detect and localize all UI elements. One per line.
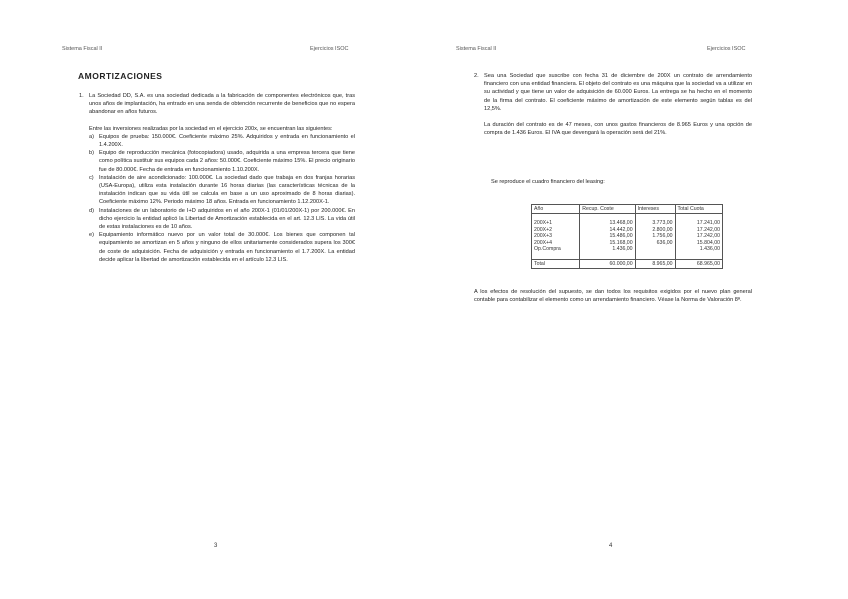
table-caption: Se reproduce el cuadro financiero del leasing: [491,179,605,185]
col-header: Año [532,205,580,214]
page-number: 4 [609,543,613,549]
paragraph: La duración del contrato es de 47 meses, con unos gastos financieros de 8.965 Euros y una opción de compra de 1.436 Euros. El IVA que devengará la operación será del 21%. [484,122,752,137]
list-item: e) Equipamiento informático nuevo por un valor total de 30.000€. Los bienes que componen tal equipamiento se amortizan en 5 años y ninguno de ellos unitariamente considerados supera los 300€ de coste de adquisición. Fecha de adquisición y entrada en funcionamiento el 1.7.200X. La entidad decide aplicar la libertad de amortización establecida en el artículo 12.3 LIS. [89,232,355,263]
investments-intro: Entre las inversiones realizadas por la sociedad en el ejercicio 200x, se encuentran las siguientes: [89,125,333,132]
header-section: Ejercicios ISOC [707,46,746,52]
list-item: c) Instalación de aire acondicionado: 100.000€. La sociedad dado que trabaja en dos franjas horarias (USA-Europa), utiliza esta instalación durante 16 horas diarias (las características técnicas de la instalación indican que su vida útil se calcula en base a un uso aproximado de 8 horas diarias). Coeficiente máximo 12%. Periodo máximo 18 años. Entrada en funcionamiento 1.12.200X-1. [89,174,355,206]
right-page [424,0,848,599]
paragraph: Sea una Sociedad que suscribe con fecha 31 de diciembre de 200X un contrato de arrendamiento financiero con una entidad financiera. El objeto del contrato es una máquina que la sociedad va a utilizar en su actividad y que tiene un valor de adquisición de 60.000 Euros. La entrega se ha hecho en el momento de la firma del contrato. El coeficiente máximo de amortización de este elemento según tablas es del 12,5%. [484,73,752,112]
table-header-row [532,205,723,214]
col-header: Intereses [635,205,675,214]
header-course: Sistema Fiscal II [62,46,103,52]
exercise-body [89,92,355,264]
investments-list [89,133,355,264]
table-row: 200X+3 15.486,00 1.756,00 17.242,00 [532,233,723,240]
closing-paragraph: A los efectos de resolución del supuesto, se dan todos los requisitos exigidos por el nuevo plan general contable para contabilizar el elemento como un arrendamiento financiero. Véase la Norma de Valoración 8ª. [474,289,752,304]
table-row: 200X+2 14.442,00 2.800,00 17.242,00 [532,227,723,234]
section-title: AMORTIZACIONES [78,71,163,81]
exercise-number: 2. [474,73,479,79]
exercise-body [484,72,752,137]
table-row: Op.Compra 1.436,00 1.436,00 [532,246,723,253]
exercise-number: 1. [79,93,84,99]
list-item: b) Equipo de reproducción mecánica (fotocopiadora) usado, adquirida a una empresa tercera que tiene como política sustituir sus equipos cada 2 años: 50.000€. Coeficiente máximo 15%. El precio originario fue de 80.000€. Fecha de entrada en funcionamiento 1.10.200X. [89,150,355,173]
table-row: 200X+4 15.168,00 636,00 15.804,00 [532,240,723,247]
col-header: Total Cuota [675,205,722,214]
list-item: a) Equipos de prueba: 150.000€. Coeficiente máximo 25%. Adquiridos y entrada en funcionamiento el 1.4.200X. [89,133,355,149]
col-header: Recup. Coste [580,205,635,214]
header-course: Sistema Fiscal II [456,46,497,52]
header-section: Ejercicios ISOC [310,46,349,52]
page-number: 3 [214,543,218,549]
lease-table [531,204,723,269]
list-item: d) Instalaciones de un laboratorio de I+D adquiridos en el año 200X-1 (01/01/200X-1) por 200.000€. En dicho ejercicio la entidad aplicó la Libertad de Amortización establecida en el art. 12.3 LIS. La vida útil de estas instalaciones es de 10 años. [89,207,355,231]
table-total-row: Total 60.000,00 8.965,00 68.965,00 [532,259,723,268]
intro-paragraph: La Sociedad DD, S.A. es una sociedad dedicada a la fabricación de componentes electrónicos que, tras unos años de implantación, ha entrado en una senda de obtención recurrente de beneficios que no espera abandonar en años futuros. [89,93,355,116]
table-row: 200X+1 13.468,00 3.773,00 17.241,00 [532,220,723,227]
